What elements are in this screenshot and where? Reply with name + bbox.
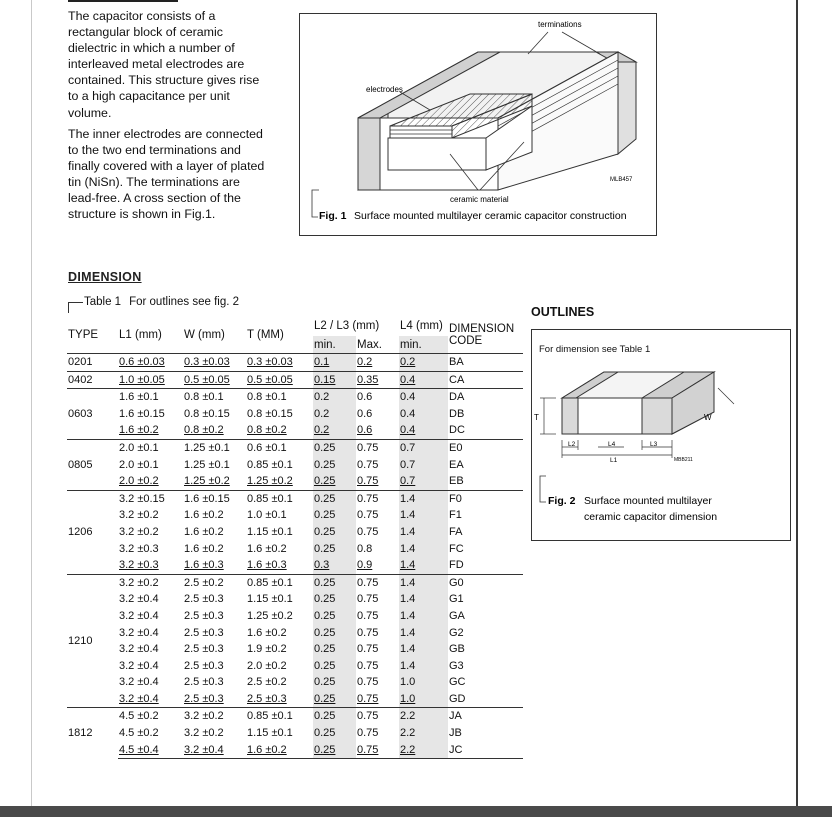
cell-code: G3: [449, 659, 464, 672]
table-row: [67, 691, 523, 708]
cell-code: JC: [448, 742, 523, 759]
cell-l1: 3.2 ±0.3: [119, 559, 159, 572]
cell-t: 1.6 ±0.2: [247, 626, 287, 639]
figure-1-caption: Surface mounted multilayer ceramic capacitor construction: [354, 210, 627, 222]
cell-l2-min: 0.1: [313, 354, 356, 372]
cell-w: 2.5 ±0.3: [184, 659, 224, 672]
cell-code: G1: [449, 593, 464, 606]
cell-code: DB: [449, 407, 465, 420]
table-row: [67, 422, 523, 439]
cell-code: BA: [448, 354, 523, 372]
table-row: [67, 658, 523, 675]
cell-l2-min: 0.25: [313, 457, 356, 474]
table-row: [67, 439, 523, 456]
cell-l4-min: 1.4: [399, 541, 448, 558]
cell-l3-max: 0.75: [356, 574, 399, 591]
cell-w: 2.5 ±0.3: [184, 643, 224, 656]
cell-w: 3.2 ±0.2: [183, 708, 246, 725]
table-row: [67, 524, 523, 541]
cell-w: 1.6 ±0.2: [184, 525, 224, 538]
table-row: [67, 574, 523, 591]
figure-1-code: MLB457: [610, 177, 633, 183]
cell-l1: 2.0 ±0.2: [119, 475, 159, 488]
intro-paragraph-1: The capacitor consists of a rectangular block of ceramic dielectric in which a number of interleaved metal electrodes are contained. This structure gives rise to a high capacitance per unit volume.: [68, 9, 260, 120]
type-cell: 0805: [67, 439, 118, 490]
table-row: [67, 742, 523, 759]
cell-l4-min: 1.4: [399, 524, 448, 541]
cell-l4-min: 1.4: [399, 557, 448, 574]
cell-w: 1.6 ±0.3: [184, 559, 224, 572]
cell-t: 2.5 ±0.2: [247, 676, 287, 689]
cell-l2-min: 0.25: [313, 591, 356, 608]
table-row: [67, 608, 523, 625]
intro-text: [68, 8, 268, 227]
cell-l3-max: 0.75: [357, 643, 379, 656]
cell-l4-min: 1.4: [399, 507, 448, 524]
table-row: [67, 641, 523, 658]
table-title-bracket: [68, 302, 83, 313]
cell-l2-min: 0.25: [313, 691, 356, 708]
table-row: [67, 457, 523, 474]
cell-l3-max: 0.75: [357, 475, 379, 488]
header-l3-max: Max.: [357, 338, 382, 351]
cell-w: 0.8 ±0.2: [184, 424, 224, 437]
table-row: [67, 507, 523, 524]
cell-code: DA: [448, 389, 523, 406]
dimension-table: [67, 316, 523, 759]
cell-code: JA: [448, 708, 523, 725]
dimension-l1-label: L1: [610, 457, 618, 464]
cell-code: CA: [448, 371, 523, 389]
table-row: [67, 371, 523, 389]
cell-code: GA: [449, 609, 465, 622]
cell-w: 2.5 ±0.3: [184, 593, 224, 606]
cell-l3-max: 0.75: [356, 490, 399, 507]
cell-l4-min: 1.4: [399, 658, 448, 675]
page-edge-right: [796, 0, 798, 806]
cell-l3-max: 0.75: [357, 659, 379, 672]
cell-l1: 4.5 ±0.2: [119, 727, 159, 740]
cell-l2-min: 0.2: [313, 406, 356, 423]
cell-code: G2: [449, 626, 464, 639]
cell-l1: 3.2 ±0.2: [119, 509, 159, 522]
cell-l1: 2.0 ±0.1: [119, 458, 159, 471]
cell-l2-min: 0.25: [313, 725, 356, 742]
cell-code: GD: [449, 692, 466, 705]
cell-w: 2.5 ±0.2: [183, 574, 246, 591]
header-l4-min: min.: [399, 336, 448, 354]
cell-t: 0.85 ±0.1: [246, 574, 313, 591]
table-row: [67, 490, 523, 507]
cell-w: 0.3 ±0.03: [183, 354, 246, 372]
type-cell: 1210: [67, 574, 118, 708]
cell-l2-min: 0.25: [313, 641, 356, 658]
cell-l2-min: 0.25: [313, 674, 356, 691]
dimension-l4-label: L4: [608, 441, 616, 448]
cell-l3-max: 0.9: [357, 559, 373, 572]
type-cell: 0402: [67, 371, 118, 389]
cell-l3-max: 0.75: [357, 458, 379, 471]
cell-w: 3.2 ±0.4: [183, 742, 246, 759]
cell-l2-min: 0.25: [313, 507, 356, 524]
cell-code: F0: [448, 490, 523, 507]
cell-code: JB: [449, 727, 462, 740]
cell-t: 1.6 ±0.2: [247, 542, 287, 555]
cell-code: DC: [449, 424, 465, 437]
cell-t: 1.6 ±0.3: [247, 559, 287, 572]
cell-l1: 1.6 ±0.15: [119, 407, 165, 420]
cell-l2-min: 0.25: [313, 708, 356, 725]
cell-code: FD: [449, 559, 464, 572]
cell-t: 0.85 ±0.1: [246, 490, 313, 507]
cell-l3-max: 0.75: [356, 708, 399, 725]
cell-code: FA: [449, 525, 463, 538]
cell-l3-max: 0.75: [357, 593, 379, 606]
type-cell: 0603: [67, 389, 118, 440]
cell-w: 3.2 ±0.2: [184, 727, 224, 740]
cell-l4-min: 1.4: [399, 574, 448, 591]
cell-t: 0.3 ±0.03: [246, 354, 313, 372]
cell-l4-min: 1.4: [399, 591, 448, 608]
cell-w: 1.6 ±0.15: [183, 490, 246, 507]
table-row: [67, 406, 523, 423]
cell-l3-max: 0.6: [356, 389, 399, 406]
cell-l1: 3.2 ±0.4: [119, 659, 159, 672]
cell-l3-max: 0.75: [357, 509, 379, 522]
cell-l3-max: 0.75: [357, 727, 379, 740]
cell-l3-max: 0.75: [357, 525, 379, 538]
type-cell: 0201: [67, 354, 118, 372]
cell-w: 1.6 ±0.2: [184, 509, 224, 522]
cell-l3-max: 0.6: [357, 424, 373, 437]
figure-1-construction: [299, 13, 657, 236]
table-row: [67, 674, 523, 691]
cell-l1: 0.6 ±0.03: [118, 354, 183, 372]
cell-t: 2.5 ±0.3: [247, 692, 287, 705]
header-l4: L4 (mm): [400, 320, 443, 332]
cell-code: GB: [449, 643, 465, 656]
header-l2-l3: L2 / L3 (mm): [314, 320, 380, 332]
cell-l4-min: 1.4: [399, 641, 448, 658]
cell-w: 1.25 ±0.1: [184, 458, 230, 471]
cell-l1: 3.2 ±0.15: [118, 490, 183, 507]
cell-l2-min: 0.2: [313, 422, 356, 439]
cell-t: 1.15 ±0.1: [247, 727, 293, 740]
cell-l1: 1.0 ±0.05: [118, 371, 183, 389]
cell-l3-max: 0.6: [357, 407, 373, 420]
cell-l4-min: 0.7: [399, 457, 448, 474]
table-row: [67, 591, 523, 608]
type-cell: 1812: [67, 708, 118, 759]
type-cell: 1206: [67, 490, 118, 574]
cell-l1: 1.6 ±0.1: [118, 389, 183, 406]
cell-t: 1.9 ±0.2: [247, 643, 287, 656]
cell-t: 2.0 ±0.2: [247, 659, 287, 672]
cell-l1: 4.5 ±0.2: [118, 708, 183, 725]
cell-l4-min: 0.4: [399, 422, 448, 439]
cell-l1: 3.2 ±0.3: [119, 542, 159, 555]
cell-l4-min: 1.0: [399, 691, 448, 708]
dimension-l3-label: L3: [650, 441, 658, 448]
header-t: T (MM): [247, 328, 284, 341]
cell-w: 1.6 ±0.2: [184, 542, 224, 555]
table-row: [67, 541, 523, 558]
cell-code: EB: [449, 475, 464, 488]
cell-l3-max: 0.35: [356, 371, 399, 389]
cell-l1: 3.2 ±0.4: [119, 676, 159, 689]
cell-l4-min: 1.4: [399, 625, 448, 642]
cell-w: 2.5 ±0.3: [184, 626, 224, 639]
figure-2-code: MBB211: [674, 457, 693, 463]
figure-2-outline: [531, 329, 791, 541]
cell-l4-min: 0.4: [399, 371, 448, 389]
cell-t: 0.8 ±0.2: [247, 424, 287, 437]
cell-t: 1.6 ±0.2: [246, 742, 313, 759]
cell-t: 1.0 ±0.1: [247, 509, 287, 522]
figure-2-number: Fig. 2: [548, 495, 576, 507]
outlines-heading: OUTLINES: [531, 305, 595, 319]
cell-t: 0.5 ±0.05: [246, 371, 313, 389]
cell-t: 0.8 ±0.1: [246, 389, 313, 406]
cell-l1: 3.2 ±0.4: [119, 626, 159, 639]
dimension-w-label: W: [704, 413, 712, 422]
cell-code: G0: [448, 574, 523, 591]
cell-l2-min: 0.25: [313, 541, 356, 558]
capacitor-outline-drawing: [532, 330, 790, 540]
cell-l3-max: 0.75: [357, 609, 379, 622]
cell-l3-max: 0.75: [357, 626, 379, 639]
cell-l2-min: 0.25: [313, 742, 356, 759]
top-rule: [68, 0, 178, 2]
outline-note: For dimension see Table 1: [539, 344, 651, 355]
cell-t: 0.85 ±0.1: [247, 458, 293, 471]
table-1-number: Table 1: [84, 296, 122, 308]
cell-l1: 3.2 ±0.4: [119, 609, 159, 622]
table-row: [67, 708, 523, 725]
cell-l2-min: 0.3: [313, 557, 356, 574]
header-dimension-code: DIMENSION CODE: [449, 322, 515, 347]
header-l1: L1 (mm): [119, 328, 162, 341]
cell-l4-min: 1.0: [399, 674, 448, 691]
cell-l1: 3.2 ±0.4: [119, 643, 159, 656]
cell-t: 1.25 ±0.2: [247, 609, 293, 622]
cell-w: 2.5 ±0.3: [184, 609, 224, 622]
cell-l1: 1.6 ±0.2: [119, 424, 159, 437]
cell-l4-min: 0.4: [399, 389, 448, 406]
cell-l4-min: 1.4: [399, 608, 448, 625]
cell-l2-min: 0.25: [313, 574, 356, 591]
cell-l3-max: 0.75: [356, 439, 399, 456]
cell-l3-max: 0.75: [357, 676, 379, 689]
cell-l4-min: 2.2: [399, 708, 448, 725]
dimension-t-label: T: [534, 413, 539, 422]
cell-t: 1.25 ±0.2: [247, 475, 293, 488]
figure-1-number: Fig. 1: [319, 210, 347, 222]
cell-l3-max: 0.75: [356, 742, 399, 759]
cell-l1: 3.2 ±0.4: [119, 593, 159, 606]
cell-l3-max: 0.75: [357, 692, 379, 705]
label-ceramic-material: ceramic material: [450, 195, 509, 204]
cell-code: GC: [449, 676, 466, 689]
table-row: [67, 389, 523, 406]
dimension-table-body: [67, 354, 523, 759]
cell-l1: 3.2 ±0.2: [119, 525, 159, 538]
cell-code: EA: [449, 458, 464, 471]
figure-2-caption-line-1: Surface mounted multilayer: [584, 495, 712, 507]
table-row: [67, 625, 523, 642]
cell-t: 1.15 ±0.1: [247, 525, 293, 538]
cell-l2-min: 0.15: [313, 371, 356, 389]
table-row: [67, 557, 523, 574]
cell-t: 0.85 ±0.1: [246, 708, 313, 725]
capacitor-construction-drawing: [300, 14, 656, 235]
cell-w: 0.8 ±0.15: [184, 407, 230, 420]
cell-l2-min: 0.25: [313, 625, 356, 642]
cell-l3-max: 0.8: [357, 542, 373, 555]
cell-l2-min: 0.25: [313, 524, 356, 541]
cell-l4-min: 0.4: [399, 406, 448, 423]
header-w: W (mm): [184, 328, 225, 341]
cell-l1: 2.0 ±0.1: [118, 439, 183, 456]
cell-t: 0.8 ±0.15: [247, 407, 293, 420]
cell-l1: 3.2 ±0.2: [118, 574, 183, 591]
cell-w: 1.25 ±0.2: [184, 475, 230, 488]
cell-l3-max: 0.2: [356, 354, 399, 372]
cell-w: 2.5 ±0.3: [184, 676, 224, 689]
cell-code: FC: [449, 542, 464, 555]
table-row: [67, 725, 523, 742]
header-type: TYPE: [68, 328, 99, 341]
header-l2-min: min.: [313, 336, 356, 354]
cell-l4-min: 0.2: [399, 354, 448, 372]
cell-t: 0.6 ±0.1: [246, 439, 313, 456]
cell-w: 0.5 ±0.05: [183, 371, 246, 389]
cell-l4-min: 0.7: [399, 439, 448, 456]
table-1-caption: For outlines see fig. 2: [129, 296, 240, 308]
label-terminations: terminations: [538, 20, 582, 29]
table-row: [67, 354, 523, 372]
cell-l2-min: 0.25: [313, 490, 356, 507]
cell-l2-min: 0.25: [313, 608, 356, 625]
cell-l4-min: 2.2: [399, 725, 448, 742]
cell-l2-min: 0.25: [313, 439, 356, 456]
cell-w: 1.25 ±0.1: [183, 439, 246, 456]
figure-2-caption-line-2: ceramic capacitor dimension: [584, 511, 718, 523]
dimension-heading: DIMENSION: [68, 270, 142, 284]
page-edge-bottom: [0, 806, 832, 817]
cell-l4-min: 1.4: [399, 490, 448, 507]
cell-l2-min: 0.2: [313, 389, 356, 406]
cell-l4-min: 2.2: [399, 742, 448, 759]
cell-w: 2.5 ±0.3: [184, 692, 224, 705]
label-electrodes: electrodes: [366, 85, 403, 94]
cell-l1: 3.2 ±0.4: [119, 692, 159, 705]
cell-l2-min: 0.25: [313, 473, 356, 490]
cell-l1: 4.5 ±0.4: [118, 742, 183, 759]
cell-code: E0: [448, 439, 523, 456]
cell-l2-min: 0.25: [313, 658, 356, 675]
cell-l4-min: 0.7: [399, 473, 448, 490]
cell-t: 1.15 ±0.1: [247, 593, 293, 606]
intro-paragraph-2: The inner electrodes are connected to the two end terminations and finally covered with a layer of plated tin (NiSn). The terminations are lead-free. A cross section of the structure is shown in Fig.1.: [68, 126, 265, 222]
page-edge-left: [31, 0, 32, 806]
cell-w: 0.8 ±0.1: [183, 389, 246, 406]
table-row: [67, 473, 523, 490]
cell-code: F1: [449, 509, 462, 522]
dimension-l2-label: L2: [568, 441, 576, 448]
